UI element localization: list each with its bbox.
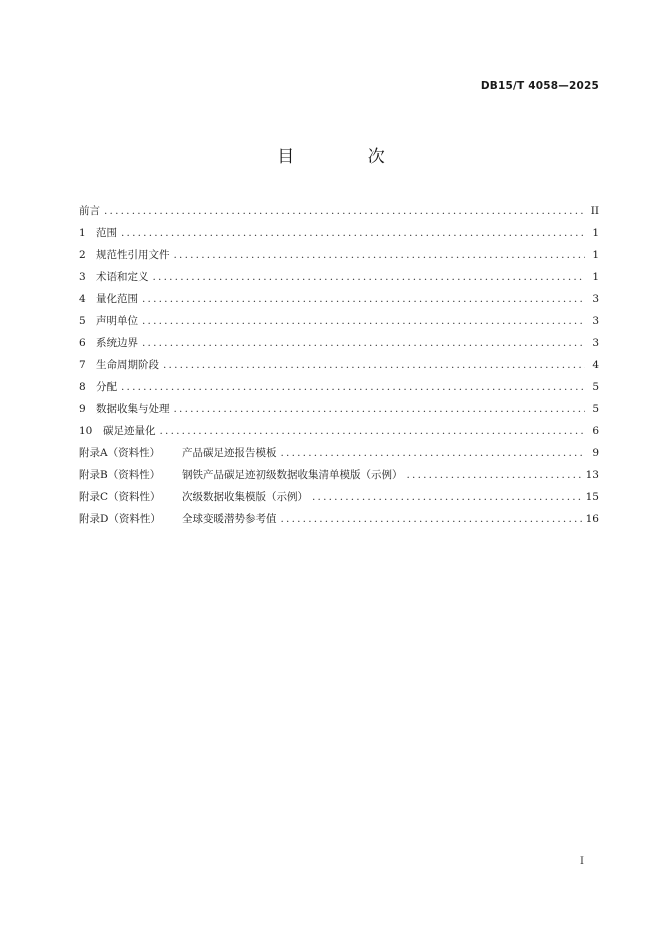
toc-entry-appendix-a[interactable] bbox=[79, 442, 599, 464]
toc-entry-number: 8 bbox=[79, 381, 86, 393]
toc-leader-dots bbox=[163, 354, 585, 376]
toc-entry-number: 4 bbox=[79, 293, 86, 305]
toc-entry-label: 声明单位 bbox=[96, 315, 138, 327]
toc-entry-6[interactable] bbox=[79, 332, 599, 354]
toc-entry-label: 系统边界 bbox=[96, 337, 138, 349]
toc-entry-page: 3 bbox=[592, 293, 599, 305]
toc-entry-10[interactable] bbox=[79, 420, 599, 442]
toc-entry-label: 次级数据收集模版（示例） bbox=[182, 491, 308, 503]
toc-entry-page: 15 bbox=[585, 491, 599, 503]
toc-entry-page: 1 bbox=[592, 271, 599, 283]
table-of-contents bbox=[79, 200, 599, 530]
toc-entry-page: 9 bbox=[592, 447, 599, 459]
toc-entry-number: 7 bbox=[79, 359, 86, 371]
toc-entry-label: 前言 bbox=[79, 205, 100, 217]
toc-entry-number: 10 bbox=[79, 425, 93, 437]
toc-entry-label: 量化范围 bbox=[96, 293, 138, 305]
toc-leader-dots bbox=[142, 288, 585, 310]
toc-leader-dots bbox=[121, 222, 585, 244]
toc-entry-label: 术语和定义 bbox=[96, 271, 149, 283]
toc-entry-3[interactable] bbox=[79, 266, 599, 288]
toc-entry-foreword[interactable] bbox=[79, 200, 599, 222]
toc-entry-number: 5 bbox=[79, 315, 86, 327]
toc-entry-page: 5 bbox=[592, 381, 599, 393]
toc-entry-8[interactable] bbox=[79, 376, 599, 398]
toc-entry-number: 2 bbox=[79, 249, 86, 261]
toc-entry-label: 全球变暖潜势参考值 bbox=[182, 513, 277, 525]
toc-leader-dots bbox=[160, 420, 586, 442]
appendix-code: 附录D（资料性） bbox=[79, 513, 161, 525]
toc-leader-dots bbox=[312, 486, 582, 508]
appendix-code: 附录A（资料性） bbox=[79, 447, 161, 459]
toc-leader-dots bbox=[142, 332, 585, 354]
toc-entry-page: 16 bbox=[585, 513, 599, 525]
toc-entry-page: 13 bbox=[585, 469, 599, 481]
toc-entry-number: 1 bbox=[79, 227, 86, 239]
toc-entry-page: 3 bbox=[592, 315, 599, 327]
toc-leader-dots bbox=[174, 398, 586, 420]
toc-leader-dots bbox=[153, 266, 586, 288]
page-title: 目 次 bbox=[277, 147, 419, 167]
toc-leader-dots bbox=[121, 376, 585, 398]
toc-entry-label: 规范性引用文件 bbox=[96, 249, 170, 261]
toc-entry-page: 6 bbox=[592, 425, 599, 437]
toc-entry-page: 1 bbox=[592, 227, 599, 239]
toc-entry-appendix-c[interactable] bbox=[79, 486, 599, 508]
toc-entry-1[interactable] bbox=[79, 222, 599, 244]
toc-entry-page: 5 bbox=[592, 403, 599, 415]
document-id: DB15/T 4058—2025 bbox=[480, 80, 599, 92]
toc-entry-2[interactable] bbox=[79, 244, 599, 266]
page-number: I bbox=[580, 856, 584, 867]
toc-entry-4[interactable] bbox=[79, 288, 599, 310]
toc-entry-label: 数据收集与处理 bbox=[96, 403, 170, 415]
toc-entry-page: 4 bbox=[592, 359, 599, 371]
toc-entry-appendix-d[interactable] bbox=[79, 508, 599, 530]
toc-entry-9[interactable] bbox=[79, 398, 599, 420]
toc-entry-appendix-b[interactable] bbox=[79, 464, 599, 486]
toc-entry-label: 范围 bbox=[96, 227, 117, 239]
toc-entry-label: 钢铁产品碳足迹初级数据收集清单模版（示例） bbox=[182, 469, 403, 481]
toc-leader-dots bbox=[142, 310, 585, 332]
toc-entry-label: 产品碳足迹报告模板 bbox=[182, 447, 277, 459]
toc-entry-label: 生命周期阶段 bbox=[96, 359, 159, 371]
toc-entry-page: 3 bbox=[592, 337, 599, 349]
toc-entry-5[interactable] bbox=[79, 310, 599, 332]
toc-entry-label: 碳足迹量化 bbox=[103, 425, 156, 437]
toc-leader-dots bbox=[407, 464, 582, 486]
toc-entry-page: II bbox=[590, 205, 599, 217]
toc-entry-page: 1 bbox=[592, 249, 599, 261]
toc-leader-dots bbox=[174, 244, 586, 266]
appendix-code: 附录B（资料性） bbox=[79, 469, 161, 481]
toc-leader-dots bbox=[281, 442, 586, 464]
toc-leader-dots bbox=[281, 508, 582, 530]
toc-entry-number: 6 bbox=[79, 337, 86, 349]
toc-entry-label: 分配 bbox=[96, 381, 117, 393]
toc-leader-dots bbox=[104, 200, 585, 222]
toc-entry-number: 3 bbox=[79, 271, 86, 283]
toc-entry-7[interactable] bbox=[79, 354, 599, 376]
appendix-code: 附录C（资料性） bbox=[79, 491, 161, 503]
toc-entry-number: 9 bbox=[79, 403, 86, 415]
